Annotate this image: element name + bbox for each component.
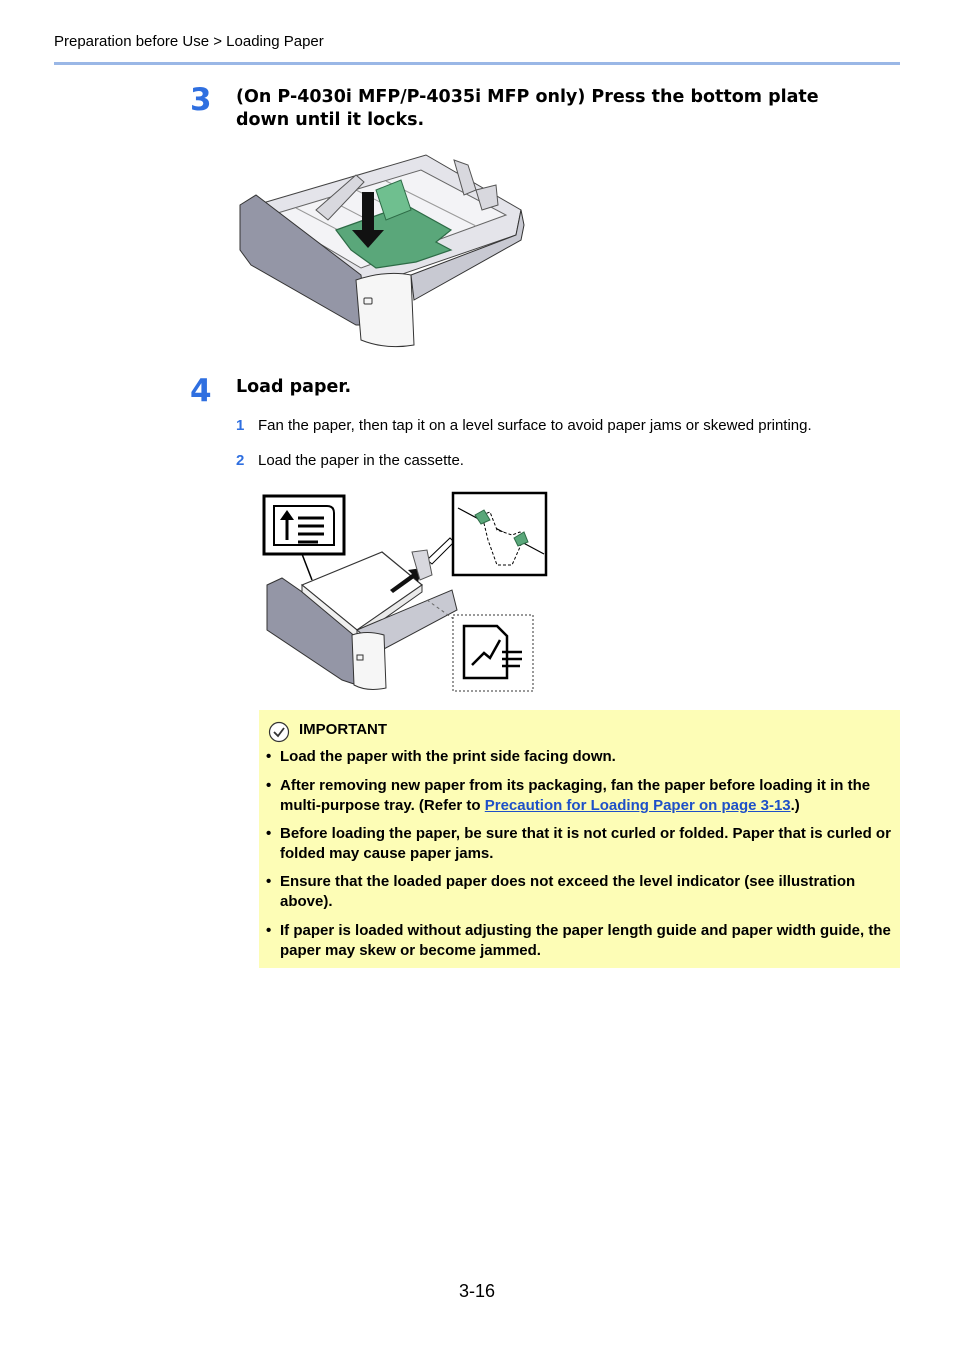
important-bullet-5: • If paper is loaded without adjusting the paper length guide and paper width guide, the paper may skew or become jammed. [266, 922, 891, 959]
step-4-title: Load paper. [236, 377, 352, 397]
checkmark-circle-icon [268, 721, 290, 743]
important-bullet-5-text: If paper is loaded without adjusting the paper length guide and paper width guide, the paper may skew or become jammed. [280, 922, 891, 959]
important-bullet-1-text: Load the paper with the print side facing down. [280, 748, 616, 765]
substep-2-number: 2 [236, 452, 245, 469]
substep-1-text: Fan the paper, then tap it on a level surface to avoid paper jams or skewed printing. [258, 417, 812, 434]
step-3-title [236, 86, 819, 132]
important-bullet-4: • Ensure that the loaded paper does not exceed the level indicator (see illustration above). [266, 872, 892, 912]
page-number: 3-16 [458, 1281, 496, 1301]
important-bullet-2-text: After removing new paper from its packaging, fan the paper before loading it in the multi-purpose tray. (Refer to [280, 777, 871, 814]
substep-2 [236, 452, 464, 469]
important-bullet-1: • Load the paper with the print side facing down. [266, 747, 892, 767]
step-4-number: 4 [190, 373, 212, 409]
load-paper-illustration [262, 490, 552, 695]
important-bullet-2: • After removing new paper from its packaging, fan the paper before loading it in the multi-purpose tray. (Refer to Precaution for Loading Paper on page 3-13.) [266, 777, 871, 814]
important-bullet-3-text: Before loading the paper, be sure that it is not curled or folded. Paper that is curled or folded may cause paper jams. [280, 825, 891, 862]
paper-orientation-detail-icon [453, 615, 533, 691]
step-3-number: 3 [190, 82, 212, 118]
level-indicator-detail-icon [453, 493, 546, 575]
header-rule [54, 62, 900, 65]
step-3-title-line1: (On P-4030i MFP/P-4035i MFP only) Press the bottom plate [236, 87, 819, 107]
cassette-bottom-plate-illustration [236, 150, 526, 350]
print-side-down-label-icon [264, 496, 344, 554]
substep-1 [236, 417, 812, 434]
important-bullet-3: • Before loading the paper, be sure that it is not curled or folded. Paper that is curled or folded may cause paper jams. [266, 825, 891, 862]
breadcrumb: Preparation before Use > Loading Paper [54, 33, 324, 50]
substep-2-text: Load the paper in the cassette. [258, 452, 464, 469]
substep-1-number: 1 [236, 417, 245, 434]
precaution-link[interactable]: Precaution for Loading Paper on page 3-13 [484, 797, 791, 814]
step-3-title-line2: down until it locks. [236, 110, 425, 130]
important-bullet-4-text: Ensure that the loaded paper does not exceed the level indicator (see illustration above). [280, 873, 856, 910]
important-title: IMPORTANT [299, 721, 388, 738]
